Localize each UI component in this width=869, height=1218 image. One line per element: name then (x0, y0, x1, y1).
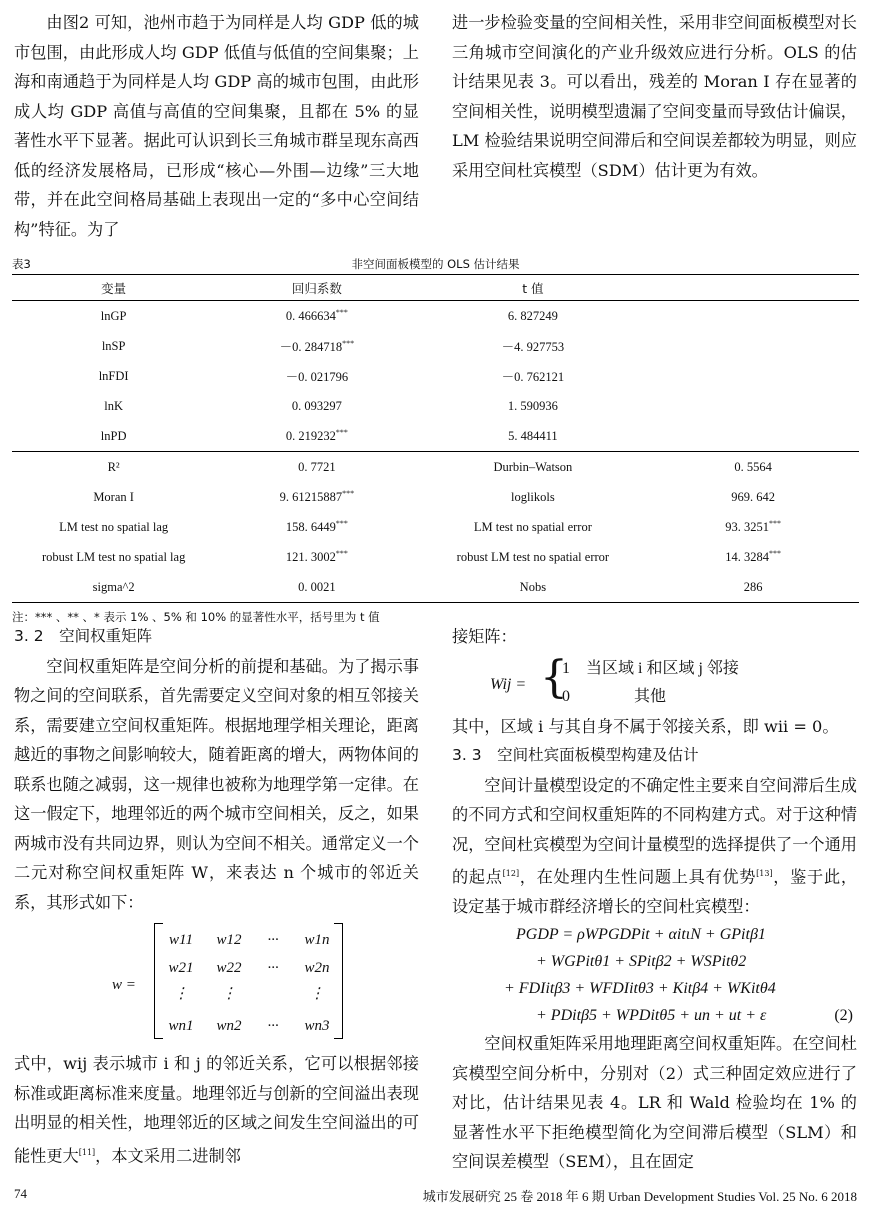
cell-value: R² (107, 459, 120, 474)
table-title: 非空间面板模型的 OLS 估计结果 (351, 257, 520, 271)
left-column-bottom (14, 622, 419, 1170)
table-cell (12, 361, 215, 391)
table-row (12, 361, 859, 391)
cell-value: lnGP (100, 308, 127, 323)
matrix-cell: w21 (168, 960, 194, 976)
matrix-cell: w1n (304, 932, 330, 948)
table-body (12, 301, 859, 603)
paragraph: 进一步检验变量的空间相关性，采用非空间面板模型对长三角城市空间演化的产业升级效应进行分析。OLS 的估计结果见表 3。可以看出，残差的 Moran I 存在显著的空间相关性，说明模型遗漏了空间变量而导致估计偏误，LM 检验结果说明空间滞后和空间误差都较为明显，则应采用空间杜宾模型（SDM）估计更为有效。 (452, 13, 857, 180)
cell-value: LM test no spatial error (473, 519, 592, 534)
cell-value: 286 (743, 580, 763, 595)
cell-value: 93. 3251 (725, 520, 769, 535)
table-label: 表3 (12, 257, 31, 271)
table-cell (647, 361, 859, 391)
table-cell (215, 452, 418, 483)
paragraph-text: ，在处理内生性问题上具有优势 (519, 867, 757, 887)
table-row (12, 421, 859, 452)
cell-value: 0. 466634 (285, 309, 336, 324)
cell-value: Nobs (519, 579, 547, 594)
paragraph: 接矩阵： (452, 627, 517, 646)
cell-value: lnFDI (98, 368, 129, 383)
table-cell (647, 331, 859, 361)
matrix-cell: ⋮ (173, 986, 189, 1002)
citation-12: [12] (502, 869, 520, 878)
paragraph-text: ，鉴于此，设定基于城市群经济增长的空间杜宾模型： (452, 867, 858, 916)
case-other: 0 其他 (562, 687, 667, 705)
cell-value: Durbin–Watson (493, 459, 573, 474)
table-cell (215, 482, 418, 512)
matrix-cell: w11 (169, 932, 193, 948)
table-cell (12, 512, 215, 542)
table-row (12, 452, 859, 483)
table-cell (12, 391, 215, 421)
matrix-cell: w12 (216, 932, 242, 948)
table-row (12, 331, 859, 361)
table-note: 注：*** 、** 、* 表示 1% 、5% 和 10% 的显著性水平，括号里为 t 值 (12, 610, 380, 624)
table-cell (12, 482, 215, 512)
table-caption (12, 252, 859, 274)
table-row (12, 572, 859, 603)
cell-value: robust LM test no spatial error (456, 549, 610, 564)
matrix-cell: ⋮ (309, 986, 325, 1002)
equation-line: PGDP = ρWPGDPit + αitιN + GPitβ1 (516, 926, 766, 944)
equation-2 (452, 921, 857, 1029)
paragraph-text: ，本文采用二进制邻 (95, 1145, 241, 1165)
table-cell (647, 512, 859, 542)
matrix-cell: wn3 (304, 1018, 330, 1034)
table-cell (12, 572, 215, 603)
cell-value: 6. 827249 (507, 308, 558, 323)
paragraph-text: 式中，wij 表示城市 i 和 j 的邻近关系，它可以根据邻接标准或距离标准来度量。地理邻近与创新的空间溢出表现出明显的相关性，地理邻近的区域之间发生空间溢出的可能性更大 (14, 1054, 419, 1165)
cell-value: loglikols (510, 489, 555, 504)
table-cell (419, 301, 648, 332)
paragraph: 其中，区域 i 与其自身不属于邻接关系，即 wii = 0。 (452, 716, 839, 736)
weight-matrix (14, 919, 419, 1045)
cell-value: 14. 3284 (725, 550, 769, 565)
left-column-top (14, 8, 419, 244)
cell-value: －0. 762121 (501, 370, 565, 384)
table-cell (215, 542, 418, 572)
cell-value: lnK (104, 398, 123, 413)
right-column-top (452, 8, 857, 185)
table-cell (12, 421, 215, 452)
cell-value: 0. 219232 (285, 429, 336, 444)
table-row (12, 301, 859, 332)
table-cell (419, 391, 648, 421)
paragraph: 由图2 可知，池州市趋于为同样是人均 GDP 低的城市包围，由此形成人均 GDP 低值与低值的空间集聚；上海和南通趋于为同样是人均 GDP 高的城市包围，由此形成人均 GDP 高值与高值的空间集聚，且都在 5% 的显著性水平下显著。据此可认识到长三角城市群呈现东高西低的经济发展格局，已形成“核心—外围—边缘”三大地带，并在此空间格局基础上表现出一定的“多中心空间结构”特征。为了 (14, 13, 419, 239)
matrix-cell: w2n (304, 960, 330, 976)
case-adjacent: 1 当区域 i 和区域 j 邻接 (562, 659, 739, 677)
table-cell (215, 391, 418, 421)
significance-stars: *** (335, 427, 348, 437)
matrix-cell: w22 (216, 960, 242, 976)
ols-results-table (12, 274, 859, 603)
cell-value: lnSP (101, 338, 126, 353)
cell-value: lnPD (100, 428, 127, 443)
cell-value: 0. 0021 (298, 580, 336, 595)
table-cell (647, 391, 859, 421)
table-cell (419, 331, 648, 361)
significance-stars: *** (342, 488, 355, 498)
table-3 (12, 252, 859, 625)
right-column-bottom (452, 622, 857, 1177)
table-cell (419, 542, 648, 572)
table-cell (647, 482, 859, 512)
matrix-cell: ··· (267, 932, 279, 948)
table-cell (419, 452, 648, 483)
significance-stars: *** (335, 548, 348, 558)
cell-value: －4. 927753 (501, 340, 565, 354)
page-number: 74 (14, 1186, 27, 1201)
table-cell (12, 301, 215, 332)
paragraph: 空间权重矩阵是空间分析的前提和基础。为了揭示事物之间的空间联系，首先需要定义空间对象的相互邻接关系，需要建立空间权重矩阵。根据地理学相关理论，距离越近的事物之间影响较大，随着距离的增大，两物体间的联系也随之减弱，这一规律也被称为地理学第一定律。在这一假定下，地理邻近的两个城市空间相关，反之，如果两城市没有共同边界，则认为空间不相关。通常定义一个二元对称空间权重矩阵 W，来表达 n 个城市的邻近关系，其形式如下： (14, 656, 419, 912)
equation-number: (2) (834, 1007, 853, 1025)
table-cell (647, 301, 859, 332)
cell-value: Moran I (93, 489, 134, 504)
significance-stars: *** (335, 518, 348, 528)
cell-value: －0. 284718 (279, 340, 343, 354)
table-header-row (12, 275, 859, 301)
significance-stars: *** (768, 518, 781, 528)
table-cell (12, 542, 215, 572)
cell-value: sigma^2 (92, 579, 135, 594)
table-cell (12, 452, 215, 483)
equation-line: + PDitβ5 + WPDitθ5 + un + ut + ε (536, 1007, 767, 1025)
table-cell (647, 542, 859, 572)
citation-11: [11] (78, 1147, 96, 1157)
cell-value: 1. 590936 (507, 398, 558, 413)
table-cell (647, 452, 859, 483)
equation-line: + FDIitβ3 + WFDIitθ3 + Kitβ4 + WKitθ4 (504, 980, 776, 998)
matrix-cell: ⋮ (221, 986, 237, 1002)
table-row (12, 512, 859, 542)
cell-value: 969. 642 (731, 490, 775, 505)
table-cell (419, 361, 648, 391)
table-row (12, 542, 859, 572)
paragraph-text: 空间计量模型设定的不确定性主要来自空间滞后生成的不同方式和空间权重矩阵的不同构建方式。对于这种情况，空间杜宾模型为空间计量模型的选择提供了一个通用的起点 (452, 775, 857, 887)
paragraph (452, 771, 857, 922)
cell-value: 158. 6449 (285, 520, 336, 535)
significance-stars: *** (768, 548, 781, 558)
header-t-value: t 值 (419, 275, 648, 301)
equation-line: + WGPitθ1 + SPitβ2 + WSPitθ2 (536, 953, 747, 971)
header-empty (647, 275, 859, 301)
table-cell (419, 512, 648, 542)
cell-value: robust LM test no spatial lag (41, 549, 186, 564)
table-cell (215, 512, 418, 542)
header-variable: 变量 (12, 275, 215, 301)
cell-value: 0. 093297 (291, 399, 342, 414)
table-cell (215, 301, 418, 332)
table-cell (419, 572, 648, 603)
wij-lhs: Wij = (490, 675, 527, 693)
cell-value: 0. 7721 (298, 460, 336, 475)
paragraph (14, 1049, 419, 1170)
matrix-cell: wn2 (216, 1018, 242, 1034)
cell-value: 5. 484411 (508, 428, 558, 443)
paragraph: 空间权重矩阵采用地理距离空间权重矩阵。在空间杜宾模型空间分析中，分别对（2）式三种固定效应进行了对比，估计结果见表 4。LR 和 Wald 检验均在 1% 的显著性水平下拒绝模型简化为空间滞后模型（SLM）和空间误差模型（SEM），且在固定 (452, 1034, 857, 1172)
cell-value: 9. 61215887 (279, 490, 343, 505)
table-cell (12, 331, 215, 361)
table-cell (647, 572, 859, 603)
adjacency-definition (452, 652, 857, 712)
citation-13: [13] (756, 869, 773, 878)
matrix-cell: ··· (267, 1018, 279, 1034)
matrix-lhs: w = (112, 977, 136, 993)
journal-info: 城市发展研究 25 卷 2018 年 6 期 Urban Development Studies Vol. 25 No. 6 2018 (422, 1189, 857, 1204)
matrix-cell: ··· (267, 960, 279, 976)
significance-stars: *** (335, 307, 348, 317)
table-cell (647, 421, 859, 452)
table-cell (419, 482, 648, 512)
table-cell (215, 421, 418, 452)
significance-stars: *** (342, 338, 355, 348)
brace-icon: { (540, 651, 568, 703)
header-coefficient: 回归系数 (215, 275, 418, 301)
matrix-cell: wn1 (168, 1018, 194, 1034)
cell-value: LM test no spatial lag (59, 519, 169, 534)
section-heading-3-2: 3. 2 空间权重矩阵 (14, 627, 153, 645)
table-row (12, 391, 859, 421)
table-row (12, 482, 859, 512)
cell-value: 0. 5564 (734, 460, 772, 475)
table-cell (419, 421, 648, 452)
table-cell (215, 361, 418, 391)
cell-value: －0. 021796 (285, 370, 349, 384)
table-cell (215, 572, 418, 603)
cell-value: 121. 3002 (285, 550, 336, 565)
section-heading-3-3: 3. 3 空间杜宾面板模型构建及估计 (452, 746, 699, 764)
table-cell (215, 331, 418, 361)
